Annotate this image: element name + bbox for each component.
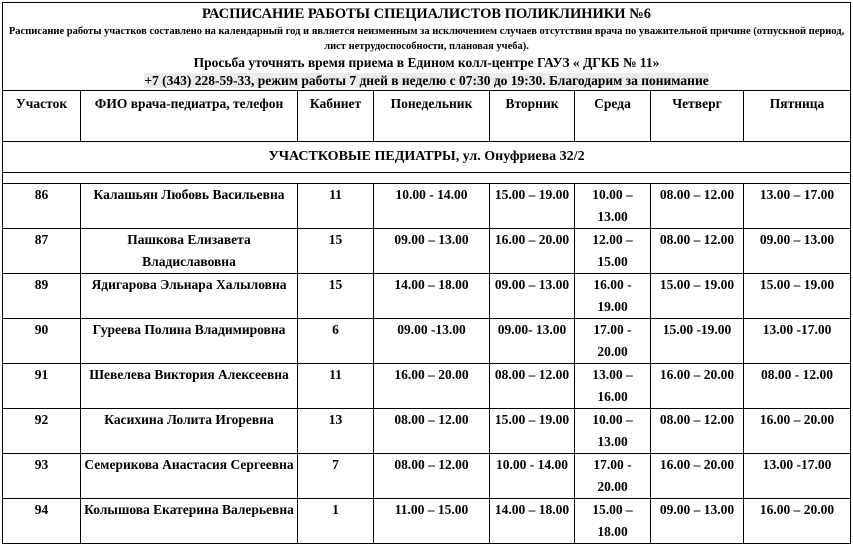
- schedule-note: Расписание работы участков составлено на календарный год и является неизменным за исключением случаев отсутствия врача по уважительной причине (отпускной период, лист нетрудоспособности, плановая учеба).: [8, 26, 845, 52]
- wednesday-cell: 17.00 - 20.00: [575, 319, 651, 364]
- cabinet-cell: 11: [298, 364, 374, 409]
- col-doctor-header: ФИО врача-педиатра, телефон: [81, 91, 298, 142]
- table-row: [3, 454, 851, 499]
- monday-cell: 16.00 – 20.00: [374, 364, 490, 409]
- area-cell: 93: [3, 454, 81, 499]
- cabinet-cell: 15: [298, 229, 374, 274]
- col-cabinet-header: Кабинет: [298, 91, 374, 142]
- monday-cell: 09.00 -13.00: [374, 319, 490, 364]
- friday-cell: 13.00 -17.00: [744, 319, 851, 364]
- cabinet-cell: 15: [298, 274, 374, 319]
- area-cell: 89: [3, 274, 81, 319]
- area-cell: 86: [3, 184, 81, 229]
- doctor-cell: Гуреева Полина Владимировна: [81, 319, 298, 364]
- table-row: [3, 274, 851, 319]
- monday-cell: 14.00 – 18.00: [374, 274, 490, 319]
- wednesday-cell: 10.00 – 13.00: [575, 409, 651, 454]
- spacer-row: [3, 173, 851, 184]
- table-row: [3, 184, 851, 229]
- doctor-cell: Семерикова Анастасия Сергеевна: [81, 454, 298, 499]
- header-row: [3, 3, 851, 91]
- tuesday-cell: 15.00 – 19.00: [490, 184, 575, 229]
- col-area-header: Участок: [3, 91, 81, 142]
- table-row: [3, 364, 851, 409]
- area-cell: 87: [3, 229, 81, 274]
- table-row: [3, 319, 851, 364]
- table-row: [3, 229, 851, 274]
- section-title: УЧАСТКОВЫЕ ПЕДИАТРЫ, ул. Онуфриева 32/2: [3, 142, 851, 173]
- doctor-cell: Ядигарова Эльнара Халыловна: [81, 274, 298, 319]
- column-header-row: [3, 91, 851, 142]
- contact-text: +7 (343) 228-59-33, режим работы 7 дней в неделю с 07:30 до 19:30. Благодарим за понимание: [144, 73, 709, 88]
- wednesday-cell: 15.00 – 18.00: [575, 499, 651, 544]
- area-cell: 91: [3, 364, 81, 409]
- monday-cell: 08.00 – 12.00: [374, 409, 490, 454]
- schedule-table: [2, 2, 851, 544]
- area-cell: 90: [3, 319, 81, 364]
- thursday-cell: 09.00 – 13.00: [651, 499, 744, 544]
- col-tuesday-header: Вторник: [490, 91, 575, 142]
- thursday-cell: 15.00 -19.00: [651, 319, 744, 364]
- wednesday-cell: 17.00 - 20.00: [575, 454, 651, 499]
- thursday-cell: 15.00 – 19.00: [651, 274, 744, 319]
- col-monday-header: Понедельник: [374, 91, 490, 142]
- friday-cell: 16.00 – 20.00: [744, 409, 851, 454]
- page-title: РАСПИСАНИЕ РАБОТЫ СПЕЦИАЛИСТОВ ПОЛИКЛИНИКИ №6: [202, 6, 652, 22]
- col-friday-header: Пятница: [744, 91, 851, 142]
- col-thursday-header: Четверг: [651, 91, 744, 142]
- friday-cell: 13.00 – 17.00: [744, 184, 851, 229]
- monday-cell: 10.00 - 14.00: [374, 184, 490, 229]
- thursday-cell: 08.00 – 12.00: [651, 184, 744, 229]
- friday-cell: 09.00 – 13.00: [744, 229, 851, 274]
- tuesday-cell: 09.00 – 13.00: [490, 274, 575, 319]
- call-center-request: Просьба уточнять время приема в Едином колл-центре ГАУЗ « ДГКБ № 11»: [193, 55, 660, 70]
- tuesday-cell: 10.00 - 14.00: [490, 454, 575, 499]
- doctor-cell: Колышова Екатерина Валерьевна: [81, 499, 298, 544]
- monday-cell: 08.00 – 12.00: [374, 454, 490, 499]
- section-row: [3, 142, 851, 173]
- call-center-contact: [3, 72, 850, 90]
- header-cell: [3, 3, 851, 91]
- tuesday-cell: 15.00 – 19.00: [490, 409, 575, 454]
- tuesday-cell: 14.00 – 18.00: [490, 499, 575, 544]
- cabinet-cell: 11: [298, 184, 374, 229]
- spacer-cell: [3, 173, 851, 184]
- cabinet-cell: 1: [298, 499, 374, 544]
- doctor-cell: Калашьян Любовь Васильевна: [81, 184, 298, 229]
- wednesday-cell: 16.00 - 19.00: [575, 274, 651, 319]
- doctor-cell: Касихина Лолита Игоревна: [81, 409, 298, 454]
- friday-cell: 16.00 – 20.00: [744, 499, 851, 544]
- monday-cell: 11.00 – 15.00: [374, 499, 490, 544]
- friday-cell: 15.00 – 19.00: [744, 274, 851, 319]
- table-row: [3, 499, 851, 544]
- tuesday-cell: 16.00 – 20.00: [490, 229, 575, 274]
- doctor-cell: Пашкова Елизавета Владиславовна: [81, 229, 298, 274]
- monday-cell: 09.00 – 13.00: [374, 229, 490, 274]
- friday-cell: 08.00 - 12.00: [744, 364, 851, 409]
- friday-cell: 13.00 -17.00: [744, 454, 851, 499]
- wednesday-cell: 13.00 – 16.00: [575, 364, 651, 409]
- cabinet-cell: 6: [298, 319, 374, 364]
- table-row: [3, 409, 851, 454]
- wednesday-cell: 10.00 – 13.00: [575, 184, 651, 229]
- thursday-cell: 16.00 – 20.00: [651, 454, 744, 499]
- wednesday-cell: 12.00 – 15.00: [575, 229, 651, 274]
- tuesday-cell: 08.00 – 12.00: [490, 364, 575, 409]
- thursday-cell: 16.00 – 20.00: [651, 364, 744, 409]
- schedule-rows: [3, 184, 851, 544]
- doctor-cell: Шевелева Виктория Алексеевна: [81, 364, 298, 409]
- cabinet-cell: 13: [298, 409, 374, 454]
- area-cell: 94: [3, 499, 81, 544]
- thursday-cell: 08.00 – 12.00: [651, 229, 744, 274]
- thursday-cell: 08.00 – 12.00: [651, 409, 744, 454]
- cabinet-cell: 7: [298, 454, 374, 499]
- col-wednesday-header: Среда: [575, 91, 651, 142]
- tuesday-cell: 09.00- 13.00: [490, 319, 575, 364]
- area-cell: 92: [3, 409, 81, 454]
